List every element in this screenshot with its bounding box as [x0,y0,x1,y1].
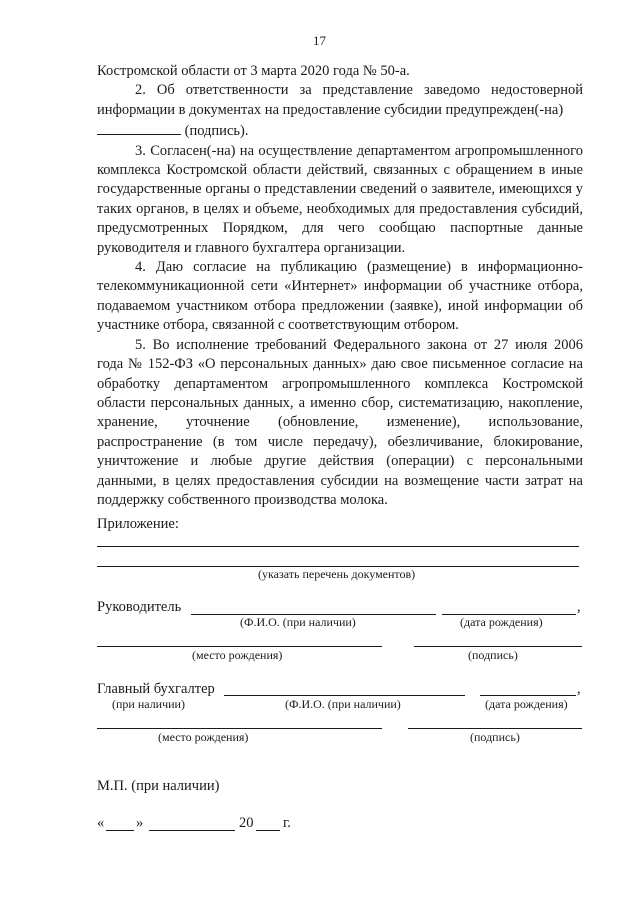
head-birthdate-caption: (дата рождения) [460,615,543,629]
signature-note: (подпись). [184,123,249,140]
date-year-line[interactable] [256,830,280,831]
accountant-signature-line[interactable] [408,728,582,729]
appendix-label: Приложение: [97,516,179,532]
paragraph-2 [97,81,583,141]
accountant-name-caption: (Ф.И.О. (при наличии) [285,697,401,711]
date-year-prefix: 20 [239,815,254,831]
head-birthplace-caption: (место рождения) [192,648,283,662]
head-name-caption: (Ф.И.О. (при наличии) [240,615,356,629]
date-close-quote: » [136,815,144,831]
accountant-birthdate-caption: (дата рождения) [485,697,568,711]
paragraph-2-text: 2. Об ответственности за представление заведомо недостоверной информации в документах на предоставление субсидии предупрежден(-на) [97,82,583,118]
paragraph-1-continuation: Костромской области от 3 марта 2020 года № 50-а. [97,63,410,79]
stamp-label: М.П. (при наличии) [97,778,220,794]
appendix-caption: (указать перечень документов) [258,567,416,581]
paragraph-5: 5. Во исполнение требований Федерального закона от 27 июля 2006 года № 152-ФЗ «О персональных данных» даю свое письменное согласие на обработку департаментом агропромышленного комплекса Костромской области персональных данных, а именно сбор, систематизацию, накопление, хранение, уточнение (обновление, изменение), использование, распространение (в том числе передачу), обезличивание, блокирование, уничтожение и любые другие действия (операции) с персональными данными, в целях предоставления субсидии на возмещение части затрат на поддержку собственного производства молока. [97,336,583,508]
accountant-name-line[interactable] [224,695,465,696]
date-open-quote: « [97,815,105,831]
head-comma: , [577,599,581,615]
paragraph-4: 4. Даю согласие на публикацию (размещение) в информационно-телекоммуникационной сети «Интернет» информации об участнике отбора, подаваемом участником отбора предложении (заявке), иной информации об участнике отбора, связанной с соответствующим отбором. [97,259,583,334]
head-label: Руководитель [97,599,182,615]
date-month-line[interactable] [149,830,235,831]
accountant-birthplace-caption: (место рождения) [158,730,249,744]
head-birthplace-line[interactable] [97,646,382,647]
date-day-line[interactable] [106,830,134,831]
signature-blank-line[interactable] [97,120,181,135]
accountant-birthdate-line[interactable] [480,695,576,696]
accountant-signature-caption: (подпись) [470,730,520,744]
head-signature-line[interactable] [414,646,582,647]
appendix-line-1[interactable] [97,546,579,547]
head-signature-caption: (подпись) [468,648,518,662]
accountant-comma: , [577,681,581,697]
accountant-presence-caption: (при наличии) [112,697,185,711]
date-year-suffix: г. [283,815,291,831]
paragraph-3: 3. Согласен(-на) на осуществление департаментом агропромышленного комплекса Костромской области действий, связанных с обращением в иные государственные органы о представлении сведений о заявителе, имеющихся у таких органов, в целях и объеме, необходимых для предоставления субсидий, предусмотренных Порядком, для чего сообщаю паспортные данные руководителя и главного бухгалтера организации. [97,142,583,256]
page-number: 17 [313,33,326,48]
document-body [97,62,583,510]
accountant-label: Главный бухгалтер [97,681,215,697]
accountant-birthplace-line[interactable] [97,728,382,729]
